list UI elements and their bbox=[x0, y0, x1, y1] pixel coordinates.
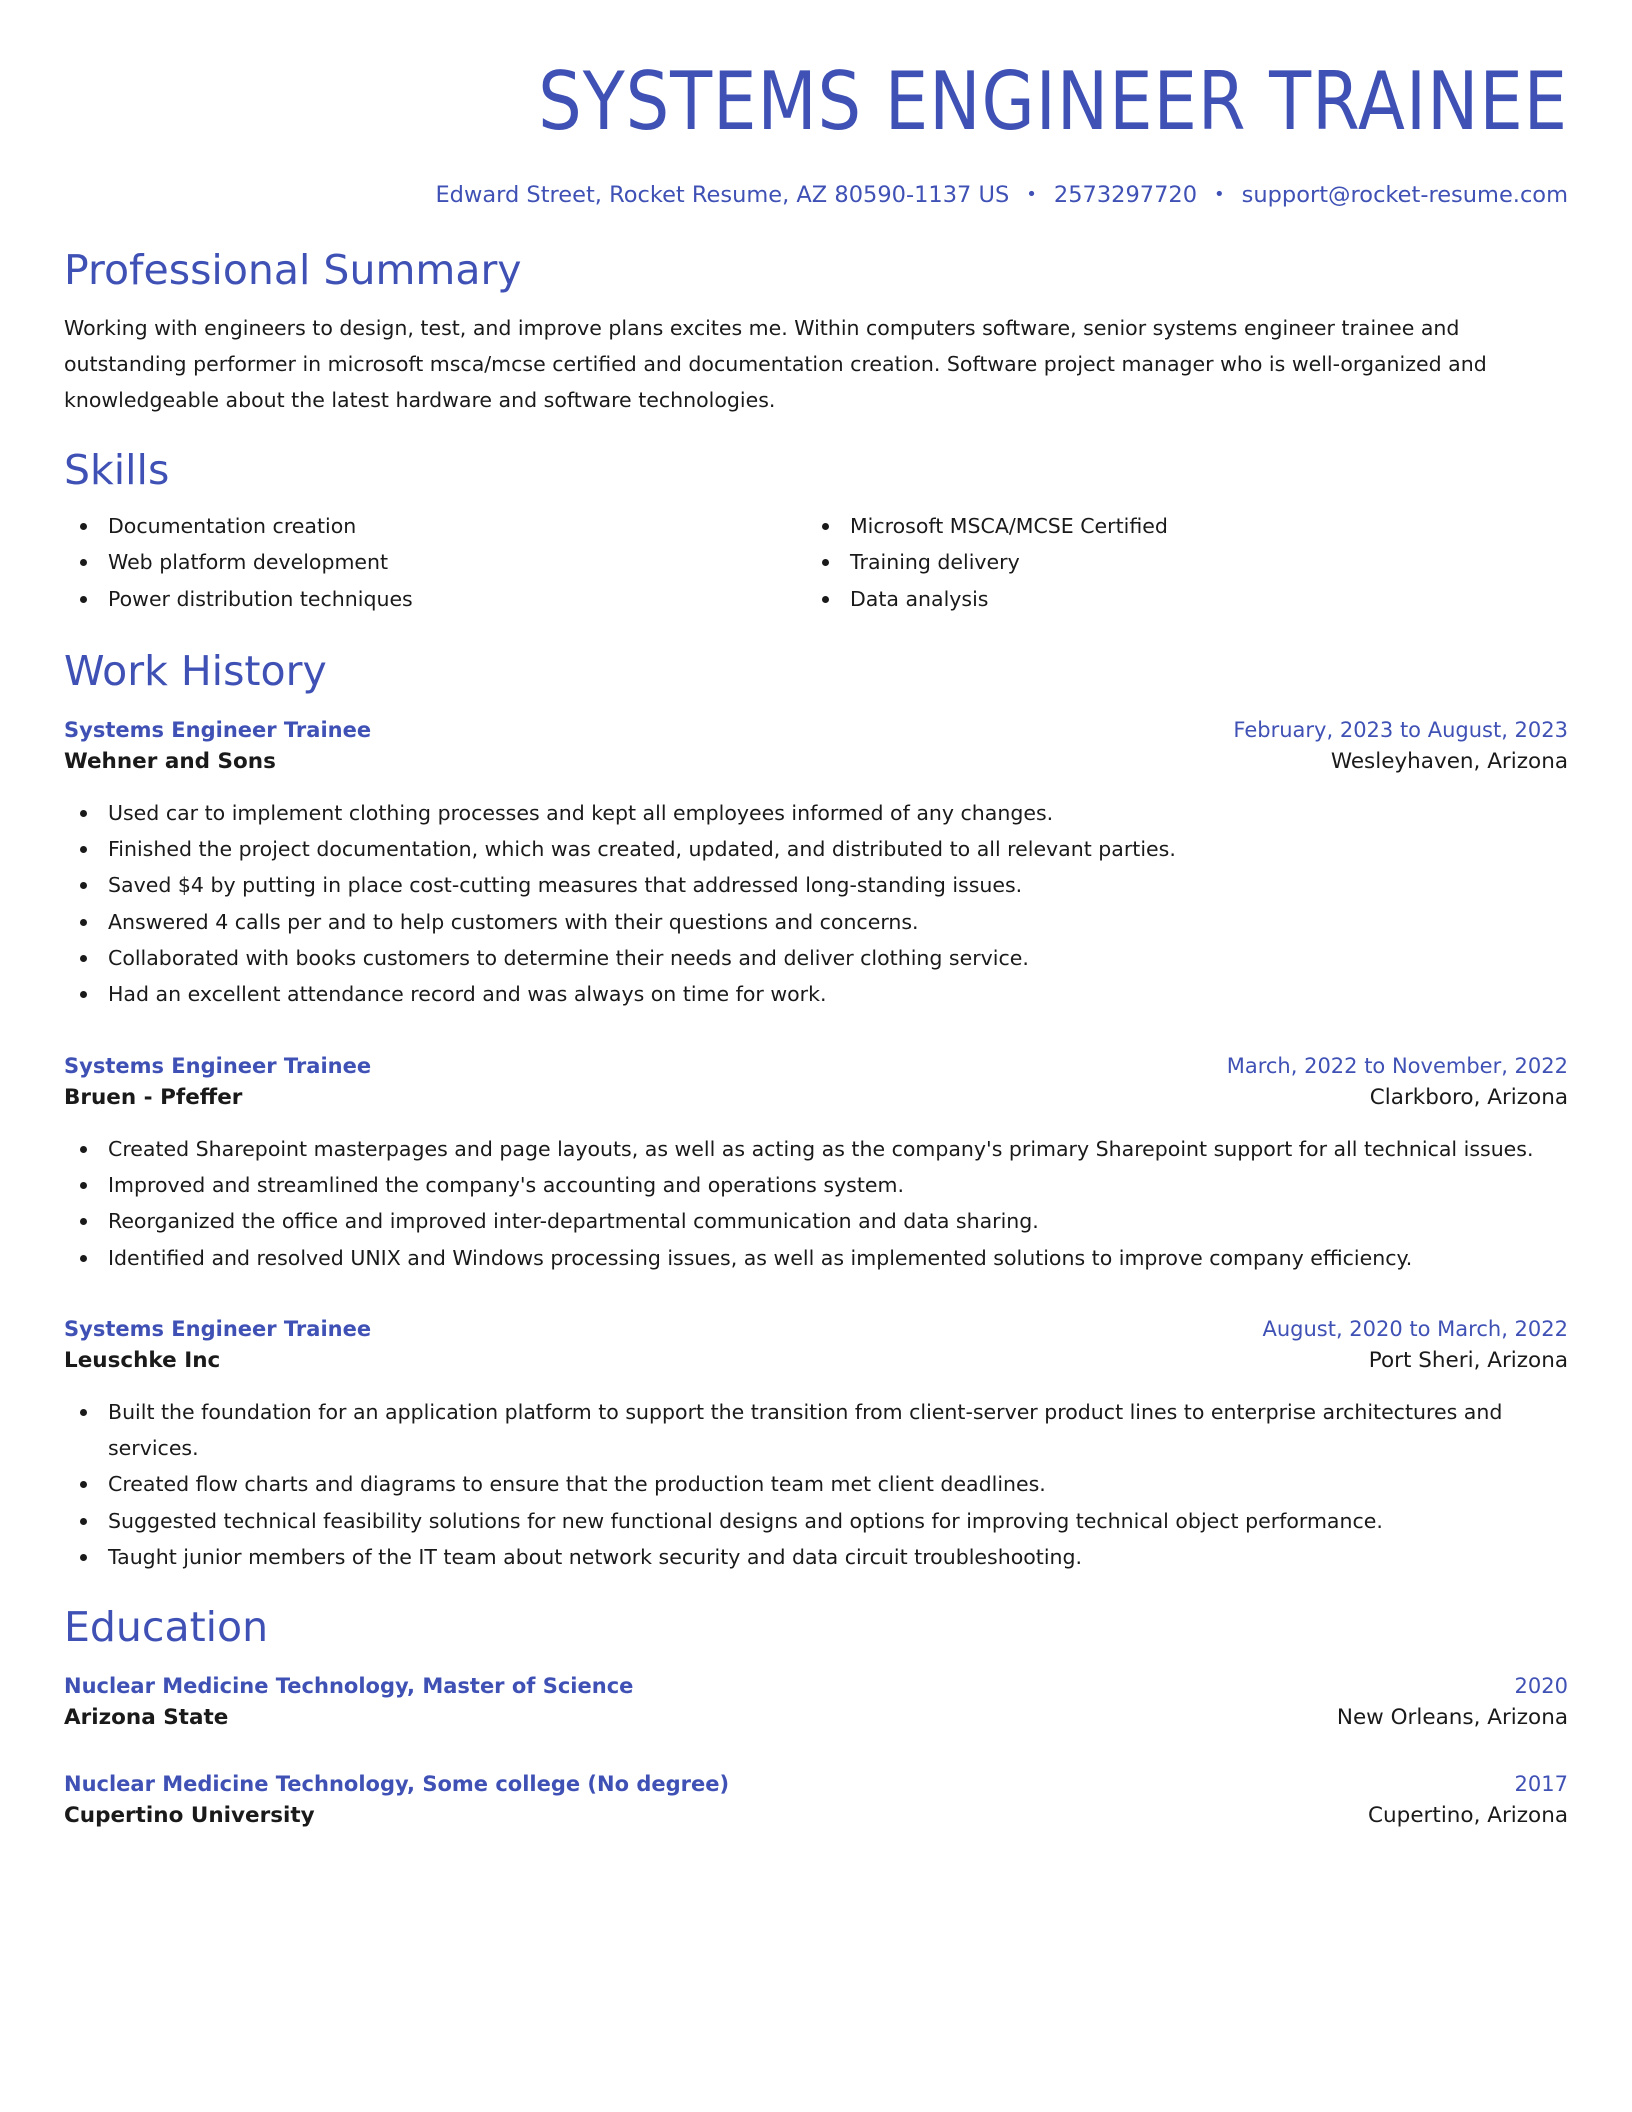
job-dates: August, 2020 to March, 2022 bbox=[1262, 1316, 1568, 1341]
job-title: Systems Engineer Trainee bbox=[64, 1316, 372, 1341]
job-title: Systems Engineer Trainee bbox=[64, 717, 372, 742]
contact-address: Edward Street, Rocket Resume, AZ 80590-1137 US bbox=[435, 182, 1010, 208]
job-location: Wesleyhaven, Arizona bbox=[1330, 748, 1568, 774]
job-dates: February, 2023 to August, 2023 bbox=[1233, 717, 1568, 742]
summary-heading: Professional Summary bbox=[64, 246, 522, 294]
education-entry bbox=[64, 1769, 1568, 1833]
education-year: 2020 bbox=[1514, 1674, 1568, 1699]
job-dates: March, 2022 to November, 2022 bbox=[1226, 1053, 1568, 1078]
job-header-row bbox=[64, 715, 1568, 745]
skills-heading: Skills bbox=[64, 446, 170, 494]
job-bullet: Suggested technical feasibility solutions for new functional designs and options for improving technical object performance. bbox=[64, 1503, 1568, 1539]
skill-item: Microsoft MSCA/MCSE Certified bbox=[806, 508, 1548, 544]
skill-item: Data analysis bbox=[806, 581, 1548, 617]
job-bullet: Collaborated with books customers to determine their needs and deliver clothing service. bbox=[64, 940, 1568, 976]
contact-separator: • bbox=[1214, 184, 1225, 205]
job-bullet: Reorganized the office and improved inter-departmental communication and data sharing. bbox=[64, 1203, 1568, 1239]
job-bullet: Created Sharepoint masterpages and page layouts, as well as acting as the company's primary Sharepoint support for all technical issues. bbox=[64, 1131, 1568, 1167]
job-header-row bbox=[64, 1051, 1568, 1081]
education-year: 2017 bbox=[1514, 1772, 1568, 1797]
job-header-row bbox=[64, 1314, 1568, 1344]
job-company: Leuschke Inc bbox=[64, 1347, 221, 1373]
skill-item: Web platform development bbox=[64, 544, 806, 580]
skill-item: Documentation creation bbox=[64, 508, 806, 544]
skill-item: Training delivery bbox=[806, 544, 1548, 580]
job-bullet: Finished the project documentation, which was created, updated, and distributed to all relevant parties. bbox=[64, 831, 1568, 867]
work-history-heading: Work History bbox=[64, 646, 327, 695]
job-company-row bbox=[64, 1081, 1568, 1115]
education-degree: Nuclear Medicine Technology, Master of Science bbox=[64, 1674, 634, 1699]
job-bullet: Taught junior members of the IT team about network security and data circuit troubleshooting. bbox=[64, 1539, 1568, 1575]
skills-column-right bbox=[806, 508, 1548, 617]
education-school-row bbox=[64, 1701, 1568, 1735]
contact-phone: 2573297720 bbox=[1053, 182, 1198, 208]
job-company-row bbox=[64, 745, 1568, 779]
job-company-row bbox=[64, 1344, 1568, 1378]
resume-page bbox=[64, 52, 1568, 1833]
job-bullets bbox=[64, 795, 1568, 1013]
education-location: New Orleans, Arizona bbox=[1336, 1705, 1568, 1731]
summary-text: Working with engineers to design, test, and improve plans excites me. Within computers software, senior systems engineer trainee and outstanding performer in microsoft msca/mcse certified and documentation creation. Software project manager who is well-organized and knowledgeable about the latest hardware and software technologies. bbox=[64, 316, 1487, 412]
contact-line bbox=[64, 180, 1568, 210]
job-company: Wehner and Sons bbox=[64, 748, 276, 774]
job-bullets bbox=[64, 1131, 1568, 1276]
job-company: Bruen - Pfeffer bbox=[64, 1084, 243, 1110]
job-bullet: Had an excellent attendance record and was always on time for work. bbox=[64, 976, 1568, 1012]
education-heading: Education bbox=[64, 1603, 269, 1652]
education-degree-row bbox=[64, 1671, 1568, 1701]
job-bullet: Used car to implement clothing processes and kept all employees informed of any changes. bbox=[64, 795, 1568, 831]
job-bullets bbox=[64, 1394, 1568, 1575]
job-bullet: Identified and resolved UNIX and Windows processing issues, as well as implemented solutions to improve company efficiency. bbox=[64, 1240, 1568, 1276]
job-bullet: Saved $4 by putting in place cost-cutting measures that addressed long-standing issues. bbox=[64, 867, 1568, 903]
contact-separator: • bbox=[1026, 184, 1037, 205]
skill-item: Power distribution techniques bbox=[64, 581, 806, 617]
job-location: Port Sheri, Arizona bbox=[1368, 1347, 1568, 1373]
education-entry bbox=[64, 1671, 1568, 1735]
education-degree: Nuclear Medicine Technology, Some college (No degree) bbox=[64, 1772, 730, 1797]
contact-email: support@rocket-resume.com bbox=[1241, 182, 1568, 208]
education-location: Cupertino, Arizona bbox=[1368, 1803, 1568, 1829]
education-school: Arizona State bbox=[64, 1705, 229, 1731]
skills-column-left bbox=[64, 508, 806, 617]
job-entry bbox=[64, 715, 1568, 1013]
job-entry bbox=[64, 1314, 1568, 1575]
resume-name-title: SYSTEMS ENGINEER TRAINEE bbox=[538, 55, 1569, 148]
job-bullet: Improved and streamlined the company's accounting and operations system. bbox=[64, 1167, 1568, 1203]
education-school-row bbox=[64, 1799, 1568, 1833]
job-bullet: Created flow charts and diagrams to ensure that the production team met client deadlines. bbox=[64, 1466, 1568, 1502]
skills-list bbox=[64, 508, 1568, 617]
education-degree-row bbox=[64, 1769, 1568, 1799]
job-title: Systems Engineer Trainee bbox=[64, 1053, 372, 1078]
job-location: Clarkboro, Arizona bbox=[1369, 1084, 1568, 1110]
education-school: Cupertino University bbox=[64, 1803, 315, 1829]
job-bullet: Built the foundation for an application platform to support the transition from client-server product lines to enterprise architectures and services. bbox=[64, 1394, 1568, 1467]
job-entry bbox=[64, 1051, 1568, 1276]
job-bullet: Answered 4 calls per and to help customers with their questions and concerns. bbox=[64, 904, 1568, 940]
